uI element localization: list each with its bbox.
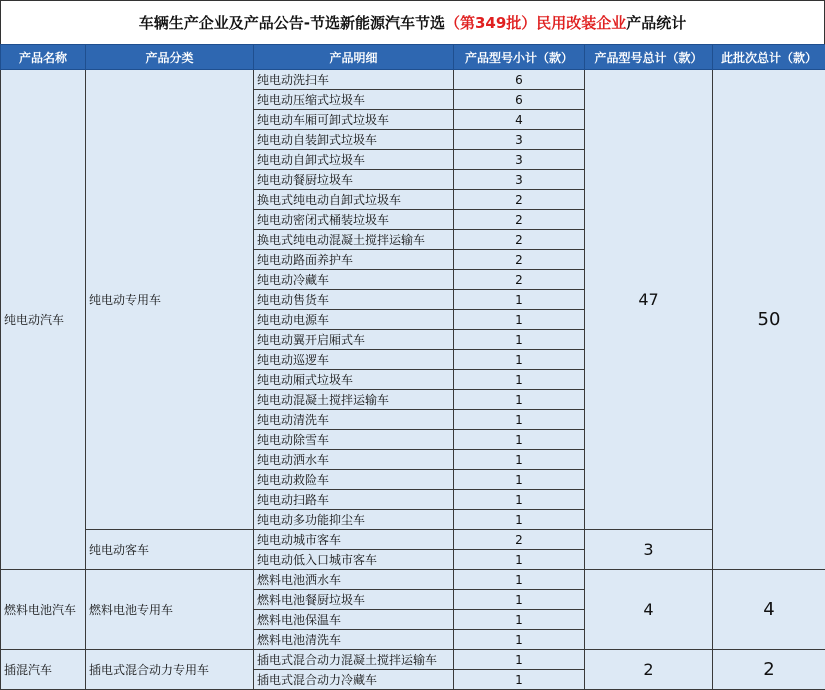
product-detail-cell: 纯电动售货车 [254,290,454,310]
model-subtotal-cell: 1 [454,470,585,490]
model-subtotal-cell: 1 [454,430,585,450]
header-product-detail: 产品明细 [254,45,454,70]
model-subtotal-cell: 1 [454,450,585,470]
model-subtotal-cell: 2 [454,210,585,230]
product-detail-cell: 燃料电池餐厨垃圾车 [254,590,454,610]
product-detail-cell: 纯电动多功能抑尘车 [254,510,454,530]
product-detail-cell: 燃料电池清洗车 [254,630,454,650]
product-detail-cell: 纯电动冷藏车 [254,270,454,290]
model-subtotal-cell: 1 [454,550,585,570]
product-detail-cell: 纯电动自卸式垃圾车 [254,150,454,170]
product-detail-cell: 燃料电池保温车 [254,610,454,630]
product-detail-cell: 纯电动餐厨垃圾车 [254,170,454,190]
model-subtotal-cell: 1 [454,570,585,590]
model-subtotal-cell: 1 [454,330,585,350]
model-total-cell: 3 [585,530,713,570]
product-detail-cell: 纯电动密闭式桶装垃圾车 [254,210,454,230]
product-detail-cell: 插电式混合动力混凝土搅拌运输车 [254,650,454,670]
product-detail-cell: 纯电动低入口城市客车 [254,550,454,570]
header-row [1,45,825,70]
model-subtotal-cell: 1 [454,650,585,670]
model-subtotal-cell: 1 [454,670,585,690]
table-row [1,650,825,670]
model-subtotal-cell: 1 [454,410,585,430]
model-subtotal-cell: 1 [454,610,585,630]
model-subtotal-cell: 1 [454,290,585,310]
header-model-subtotal: 产品型号小计（款） [454,45,585,70]
model-subtotal-cell: 1 [454,310,585,330]
product-detail-cell: 纯电动厢式垃圾车 [254,370,454,390]
product-detail-cell: 纯电动路面养护车 [254,250,454,270]
table-row [1,570,825,590]
product-name-cell: 插混汽车 [1,650,86,690]
header-product-name: 产品名称 [1,45,86,70]
sheet-title [0,0,825,44]
product-detail-cell: 纯电动翼开启厢式车 [254,330,454,350]
model-total-cell: 47 [585,70,713,530]
product-detail-cell: 纯电动除雪车 [254,430,454,450]
model-subtotal-cell: 1 [454,630,585,650]
product-detail-cell: 燃料电池洒水车 [254,570,454,590]
table-row [1,530,825,550]
product-detail-cell: 纯电动洒水车 [254,450,454,470]
product-detail-cell: 纯电动扫路车 [254,490,454,510]
product-detail-cell: 纯电动混凝土搅拌运输车 [254,390,454,410]
model-subtotal-cell: 2 [454,530,585,550]
title-part-1: 车辆生产企业及产品公告-节选新能源汽车节选 [138,14,445,32]
header-product-category: 产品分类 [86,45,254,70]
model-subtotal-cell: 1 [454,490,585,510]
model-subtotal-cell: 2 [454,250,585,270]
model-subtotal-cell: 1 [454,590,585,610]
header-batch-total: 此批次总计（款） [713,45,825,70]
model-subtotal-cell: 1 [454,510,585,530]
model-subtotal-cell: 3 [454,130,585,150]
model-subtotal-cell: 1 [454,370,585,390]
model-subtotal-cell: 2 [454,230,585,250]
product-detail-cell: 纯电动城市客车 [254,530,454,550]
product-name-cell: 燃料电池汽车 [1,570,86,650]
title-part-3: 产品统计 [626,14,687,32]
model-subtotal-cell: 1 [454,350,585,370]
table-body [1,70,825,690]
title-part-2-highlight: （第349批）民用改装企业 [444,14,627,32]
product-detail-cell: 纯电动车厢可卸式垃圾车 [254,110,454,130]
product-detail-cell: 换电式纯电动自卸式垃圾车 [254,190,454,210]
product-detail-cell: 换电式纯电动混凝土搅拌运输车 [254,230,454,250]
model-subtotal-cell: 2 [454,270,585,290]
model-total-cell: 2 [585,650,713,690]
model-subtotal-cell: 2 [454,190,585,210]
batch-total-cell: 50 [713,70,825,570]
batch-total-cell: 2 [713,650,825,690]
product-statistics-table [0,44,825,690]
table-row [1,70,825,90]
product-detail-cell: 纯电动自装卸式垃圾车 [254,130,454,150]
product-detail-cell: 纯电动巡逻车 [254,350,454,370]
product-detail-cell: 纯电动清洗车 [254,410,454,430]
product-category-cell: 纯电动客车 [86,530,254,570]
model-subtotal-cell: 1 [454,390,585,410]
product-detail-cell: 纯电动压缩式垃圾车 [254,90,454,110]
model-subtotal-cell: 3 [454,150,585,170]
model-subtotal-cell: 6 [454,70,585,90]
batch-total-cell: 4 [713,570,825,650]
product-category-cell: 插电式混合动力专用车 [86,650,254,690]
model-subtotal-cell: 3 [454,170,585,190]
model-subtotal-cell: 6 [454,90,585,110]
product-detail-cell: 插电式混合动力冷藏车 [254,670,454,690]
product-name-cell: 纯电动汽车 [1,70,86,570]
product-detail-cell: 纯电动救险车 [254,470,454,490]
model-total-cell: 4 [585,570,713,650]
model-subtotal-cell: 4 [454,110,585,130]
product-detail-cell: 纯电动电源车 [254,310,454,330]
product-category-cell: 纯电动专用车 [86,70,254,530]
header-model-total: 产品型号总计（款） [585,45,713,70]
product-detail-cell: 纯电动洗扫车 [254,70,454,90]
product-category-cell: 燃料电池专用车 [86,570,254,650]
